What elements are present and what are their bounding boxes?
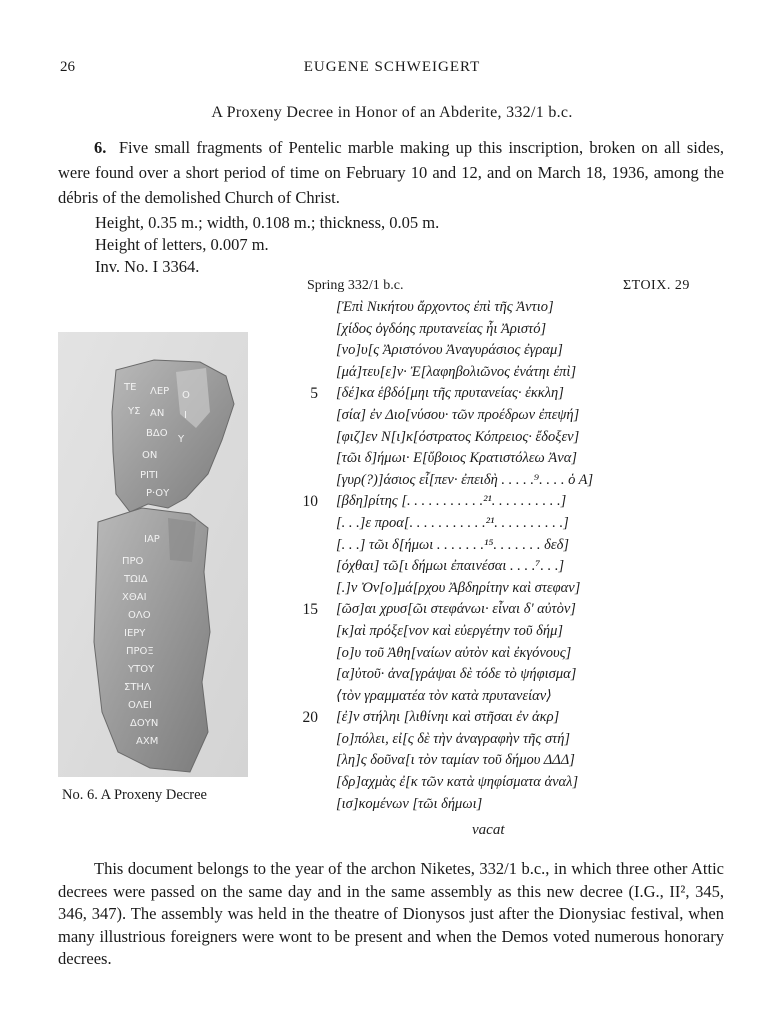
figure-caption: No. 6. A Proxeny Decree (62, 787, 207, 803)
svg-text:Ι: Ι (184, 410, 187, 421)
inscription-line (298, 427, 698, 449)
inscription-line (298, 664, 698, 686)
inscription-photo (58, 332, 248, 777)
line-text: [γυρ(?)]άσιος εἶ[πεν· ἐπειδὴ . . . . .⁹. . . . ὁ Α] (336, 471, 594, 488)
svg-text:ΧΘΑΙ: ΧΘΑΙ (122, 592, 147, 603)
inventory-number: Inv. No. I 3364. (95, 257, 200, 276)
svg-text:Ο: Ο (182, 390, 190, 401)
svg-text:ΑΧΜ: ΑΧΜ (136, 736, 159, 747)
inscription-line (298, 297, 698, 319)
letter-height: Height of letters, 0.007 m. (95, 235, 269, 254)
svg-text:ΠΡΟΞ: ΠΡΟΞ (126, 646, 154, 657)
intro-paragraph (58, 135, 724, 210)
svg-text:ΒΔΟ: ΒΔΟ (146, 428, 168, 439)
inscription-line (298, 319, 698, 341)
inscription-line (298, 643, 698, 665)
entry-number: 6. (94, 138, 107, 157)
inscription-line (298, 513, 698, 535)
svg-text:ΙΑΡ: ΙΑΡ (144, 534, 160, 545)
line-text: ⟨τὸν γραμματέα τὸν κατὰ πρυτανείαν⟩ (336, 687, 552, 704)
line-text: [μά]τευ[ε]ν· Ἐ[λαφηβολιῶνος ἐνάτηι ἐπὶ] (336, 363, 577, 380)
inscription-line (298, 470, 698, 492)
svg-text:ΟΝ: ΟΝ (142, 450, 158, 461)
line-text: [νο]υ[ς Ἀριστόνου Ἀναγυράσιος ἐγραμ] (336, 342, 563, 359)
line-text: [δρ]αχμὰς ἐ[κ τῶν κατὰ ψηφίσματα ἀναλ] (336, 774, 579, 791)
line-number: 20 (302, 709, 318, 727)
line-text: [α]ὐτοῦ· ἀνα[γράψαι δὲ τόδε τὸ ψήφισμα] (336, 666, 577, 683)
line-number: 5 (310, 385, 318, 403)
stone-fragments-image (58, 332, 248, 777)
svg-text:Ρ·ΟΥ: Ρ·ΟΥ (146, 488, 170, 499)
line-text: [. . .]ε προα[. . . . . . . . . . .²¹. . . . . . . . . .] (336, 514, 569, 531)
svg-text:ΤΕ: ΤΕ (124, 382, 137, 393)
inscription-line (298, 578, 698, 600)
line-text: [ο]υ τοῦ Ἀθη[ναίων αὐτὸν καὶ ἐκγόνους] (336, 644, 572, 661)
article-title: A Proxeny Decree in Honor of an Abderite, 332/1 b.c. (211, 104, 573, 121)
inscription-line (298, 556, 698, 578)
inscription-line (298, 621, 698, 643)
line-text: [λη]ς δοῦνα[ι τὸν ταμίαν τοῦ δήμου ΔΔΔ] (336, 752, 575, 769)
intro-text: Five small fragments of Pentelic marble making up this inscription, broken on all sides, were found over a short period of time on February 10 and 12, and on March 18, 1936, among the débris of the demolished Church of Christ. (58, 138, 724, 207)
svg-text:ΑΝ: ΑΝ (150, 408, 165, 419)
line-number: 10 (302, 493, 318, 511)
svg-text:ΔΟΥΝ: ΔΟΥΝ (130, 718, 159, 729)
inscription-line (298, 686, 698, 708)
inscription-line (298, 491, 698, 513)
line-text: [όχθαι] τῶ[ι δήμωι ἐπαινέσαι . . . .⁷. . .] (336, 558, 565, 575)
measurements (95, 212, 439, 278)
inscription-line (298, 772, 698, 794)
svg-text:ΤΩΙΔ: ΤΩΙΔ (124, 574, 148, 585)
svg-text:ΣΤΗΛ: ΣΤΗΛ (124, 682, 151, 693)
inscription-line (298, 383, 698, 405)
line-number: 15 (302, 601, 318, 619)
svg-text:ΥΤΟΥ: ΥΤΟΥ (128, 664, 155, 675)
line-text: [τῶι δ]ήμωι· Ε[ὔβοιος Κρατιστόλεω Ἀνα] (336, 450, 577, 467)
svg-text:ΥΣ: ΥΣ (128, 406, 141, 417)
commentary-paragraph: This document belongs to the year of the archon Niketes, 332/1 b.c., in which three other Attic decrees were passed on the same day and in the same assembly as this new decree (I.G., II², 345, 346, 347). The assembly was held in the theatre of Dionysos just after the Dionysiac festival, when many illustrious foreigners were wont to be present and when the Demos voted numerous honorary decrees. (58, 859, 724, 969)
inscription-line (298, 405, 698, 427)
inscription-line (298, 599, 698, 621)
inscription-line (298, 729, 698, 751)
line-text: [ο]πόλει, εἰ[ς δὲ τὴν ἀναγραφὴν τῆς στή] (336, 730, 571, 747)
inscription-line (298, 340, 698, 362)
line-text: [.]ν Ὀν[ο]μά[ρχου Ἀβδηρίτην καὶ στεφαν] (336, 579, 581, 596)
inscription-line (298, 794, 698, 816)
page-number: 26 (60, 59, 75, 75)
svg-text:ΟΛΕΙ: ΟΛΕΙ (128, 700, 152, 711)
line-text: [βδη]ρίτης [. . . . . . . . . . .²¹. . . . . . . . . .] (336, 493, 567, 510)
line-text: [ῶσ]αι χρυσ[ῶι στεφάνωι· εἶναι δ' αὐτὸν] (336, 601, 576, 618)
dimensions: Height, 0.35 m.; width, 0.108 m.; thickness, 0.05 m. (95, 213, 440, 232)
inscription-line (298, 362, 698, 384)
line-text: [ἐ]ν στήληι [λιθίνηι καὶ στῆσαι ἐν ἀκρ] (336, 709, 560, 726)
svg-text:Υ: Υ (178, 434, 185, 445)
svg-text:ΟΛΟ: ΟΛΟ (128, 610, 151, 621)
line-text: [ισ]κομένων [τῶι δήμωι] (336, 795, 483, 812)
stoichedon-count: ΣΤΟΙΧ. 29 (623, 278, 690, 293)
inscription-date: Spring 332/1 b.c. (307, 278, 404, 293)
svg-text:ΛΕΡ: ΛΕΡ (150, 386, 170, 397)
running-head: EUGENE SCHWEIGERT (303, 59, 481, 75)
line-text: [δέ]κα ἑβδό[μηι τῆς πρυτανείας· ἐκκλη] (336, 385, 564, 402)
vacat-note: vacat (472, 822, 505, 838)
inscription-line (298, 707, 698, 729)
inscription-line (298, 448, 698, 470)
line-text: [φιζ]εν Ν[ι]κ[όστρατος Κόπρειος· ἔδοξεν] (336, 428, 580, 445)
line-text: [. . .] τῶι δ[ήμωι . . . . . . .¹⁵. . . . . . . δεδ] (336, 536, 569, 553)
line-text: [Ἐπὶ Νικήτου ἄρχοντος ἐπὶ τῆς Ἀντιο] (336, 299, 554, 315)
inscription-line (298, 535, 698, 557)
line-text: [χίδος ὀγδόης πρυτανείας ἧι Ἀριστό] (336, 320, 547, 337)
line-text: [κ]αὶ πρόξε[νον καὶ εὐεργέτην τοῦ δήμ] (336, 622, 564, 639)
inscription-text (298, 297, 698, 815)
svg-text:ΠΡΟ: ΠΡΟ (122, 556, 144, 567)
svg-text:ΡΙΤΙ: ΡΙΤΙ (140, 470, 159, 481)
inscription-line (298, 750, 698, 772)
svg-text:ΙΕΡΥ: ΙΕΡΥ (124, 628, 146, 639)
line-text: [σία] ἐν Διο[νύσου· τῶν προέδρων ἐπεψή] (336, 406, 580, 423)
